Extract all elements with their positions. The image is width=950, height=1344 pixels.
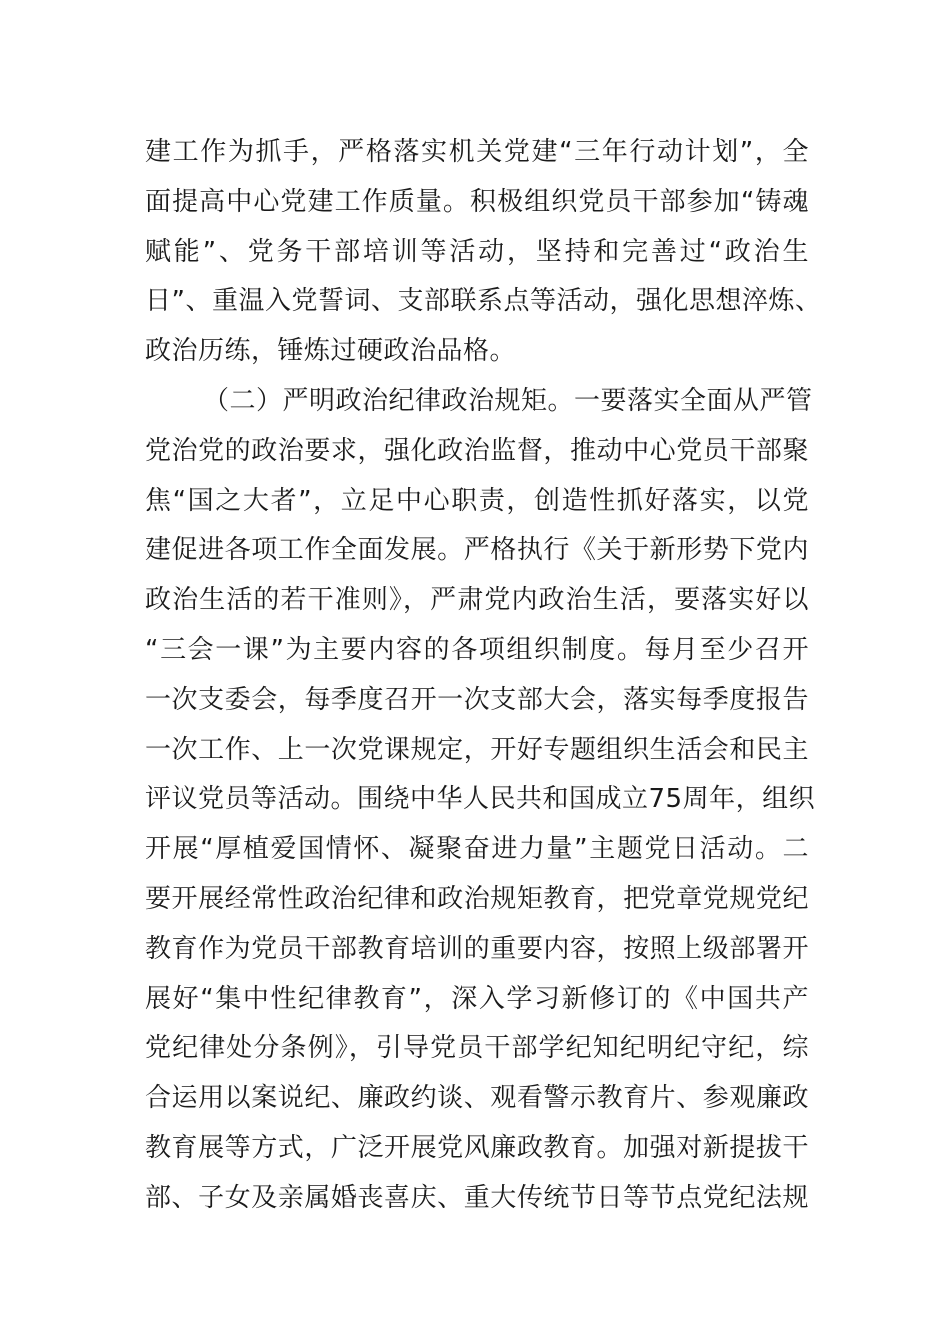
text-line: 展好“集中性纪律教育”，深入学习新修订的《中国共产 (145, 983, 809, 1014)
text-line: 党治党的政治要求，强化政治监督，推动中心党员干部聚 (145, 435, 809, 466)
text-line: 面提高中心党建工作质量。积极组织党员干部参加“铸魂 (145, 186, 809, 217)
text-line: 一次工作、上一次党课规定，开好专题组织生活会和民主 (145, 734, 809, 765)
text-line: “三会一课”为主要内容的各项组织制度。每月至少召开 (145, 634, 809, 665)
text-line: 开展“厚植爱国情怀、凝聚奋进力量”主题党日活动。二 (145, 834, 809, 865)
text-line: 日”、重温入党誓词、支部联系点等活动，强化思想淬炼、 (145, 286, 822, 317)
text-line: 一次支委会，每季度召开一次支部大会，落实每季度报告 (145, 684, 809, 715)
text-line: 建工作为抓手，严格落实机关党建“三年行动计划”，全 (145, 137, 809, 167)
text-line: 政治生活的若干准则》，严肃党内政治生活，要落实好以 (145, 585, 809, 616)
text-line: 教育展等方式，广泛开展党风廉政教育。加强对新提拔干 (145, 1132, 809, 1163)
text-line: 要开展经常性政治纪律和政治规矩教育，把党章党规党纪 (145, 883, 809, 914)
text-line: 建促进各项工作全面发展。严格执行《关于新形势下党内 (145, 535, 809, 566)
text-line: 党纪律处分条例》，引导党员干部学纪知纪明纪守纪，综 (145, 1033, 809, 1064)
text-line: 评议党员等活动。围绕中华人民共和国成立75周年，组织 (145, 784, 816, 815)
text-line: 赋能”、党务干部培训等活动，坚持和完善过“政治生 (145, 236, 809, 267)
text-line: 政治历练，锤炼过硬政治品格。 (145, 336, 517, 367)
text-line: 部、子女及亲属婚丧喜庆、重大传统节日等节点党纪法规 (145, 1182, 809, 1213)
text-line: 合运用以案说纪、廉政约谈、观看警示教育片、参观廉政 (145, 1083, 809, 1114)
section-heading-line: （二）严明政治纪律政治规矩。一要落实全面从严管 (203, 385, 813, 416)
text-line: 焦“国之大者”，立足中心职责，创造性抓好落实，以党 (145, 485, 809, 516)
document-body (145, 128, 822, 1224)
text-line: 教育作为党员干部教育培训的重要内容，按照上级部署开 (145, 933, 809, 964)
